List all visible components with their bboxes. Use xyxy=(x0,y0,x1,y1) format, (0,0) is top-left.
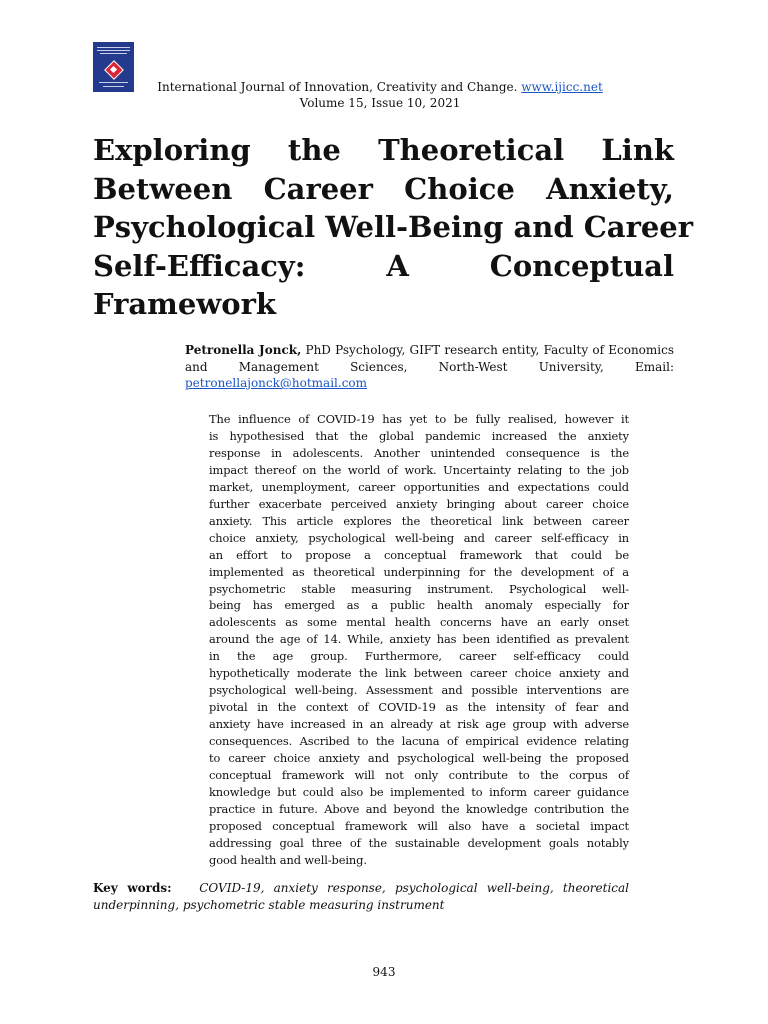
keywords xyxy=(93,880,629,914)
abstract-line: an effort to propose a conceptual framework that could be xyxy=(209,547,629,562)
abstract-line: choice anxiety, psychological well-being and career self-efficacy in xyxy=(209,530,629,545)
abstract-line: addressing goal three of the sustainable development goals notably xyxy=(209,835,629,850)
abstract-line: conceptual framework will not only contribute to the corpus of xyxy=(209,768,629,783)
abstract-line: knowledge but could also be implemented to inform career guidance xyxy=(209,784,629,799)
abstract-line: response in adolescents. Another unintended consequence is the xyxy=(209,445,629,460)
abstract-line: market, unemployment, career opportunities and expectations could xyxy=(209,479,629,494)
abstract-line: being has emerged as a public health anomaly especially for xyxy=(209,598,629,613)
abstract-line: anxiety. This article explores the theoretical link between career xyxy=(209,513,629,528)
abstract xyxy=(209,411,629,869)
author-affiliation: PhD Psychology, GIFT research entity, Faculty of Economics and Management Sciences, North-West University, Email: xyxy=(185,343,674,374)
title-line: Exploring the Theoretical Link xyxy=(93,133,674,167)
abstract-line: proposed conceptual framework will also have a societal impact xyxy=(209,818,629,833)
title-line: Psychological Well-Being and Career xyxy=(93,210,694,244)
abstract-line: consequences. Ascribed to the lacuna of empirical evidence relating xyxy=(209,734,629,749)
author-block xyxy=(185,342,674,392)
abstract-line: good health and well-being. xyxy=(209,852,367,867)
volume-issue: Volume 15, Issue 10, 2021 xyxy=(299,96,461,110)
journal-url-link[interactable]: www.ijicc.net xyxy=(521,80,603,94)
abstract-line: impact thereof on the world of work. Uncertainty relating to the job xyxy=(209,462,629,477)
author-name: Petronella Jonck, xyxy=(185,343,302,357)
author-email-link[interactable]: petronellajonck@hotmail.com xyxy=(185,376,368,390)
title-line: Framework xyxy=(93,287,276,321)
keywords-label: Key words: xyxy=(93,881,172,895)
journal-name: International Journal of Innovation, Creativity and Change. xyxy=(157,80,518,94)
abstract-line: psychometric stable measuring instrument. Psychological well- xyxy=(209,581,629,596)
abstract-line: in the age group. Furthermore, career self-efficacy could xyxy=(209,649,629,664)
abstract-line: anxiety have increased in an already at risk age group with adverse xyxy=(209,717,629,732)
abstract-line: practice in future. Above and beyond the knowledge contribution the xyxy=(209,801,629,816)
title-line: Self-Efficacy: A Conceptual xyxy=(93,248,674,283)
title-line: Between Career Choice Anxiety, xyxy=(93,171,674,206)
abstract-line: is hypothesised that the global pandemic increased the anxiety xyxy=(209,428,629,443)
abstract-line: to career choice anxiety and psychological well-being the proposed xyxy=(209,751,629,766)
page-number: 943 xyxy=(372,965,396,979)
paper-title xyxy=(93,131,694,324)
abstract-line: around the age of 14. While, anxiety has been identified as prevalent xyxy=(209,632,629,647)
keywords-line: COVID-19, anxiety response, psychological well-being, theoretical xyxy=(199,881,630,895)
abstract-line: The influence of COVID-19 has yet to be fully realised, however it xyxy=(209,412,629,426)
abstract-line: hypothetically moderate the link between career choice anxiety and xyxy=(209,666,629,681)
abstract-line: pivotal in the context of COVID-19 as the intensity of fear and xyxy=(209,700,629,715)
journal-logo xyxy=(93,42,134,92)
abstract-line: psychological well-being. Assessment and possible interventions are xyxy=(209,683,629,698)
abstract-line: implemented as theoretical underpinning for the development of a xyxy=(209,564,629,579)
abstract-line: adolescents as some mental health concerns have an early onset xyxy=(209,615,629,630)
keywords-line: underpinning, psychometric stable measuring instrument xyxy=(93,898,445,912)
abstract-line: further exacerbate perceived anxiety bringing about career choice xyxy=(209,496,629,511)
journal-header xyxy=(140,80,620,95)
